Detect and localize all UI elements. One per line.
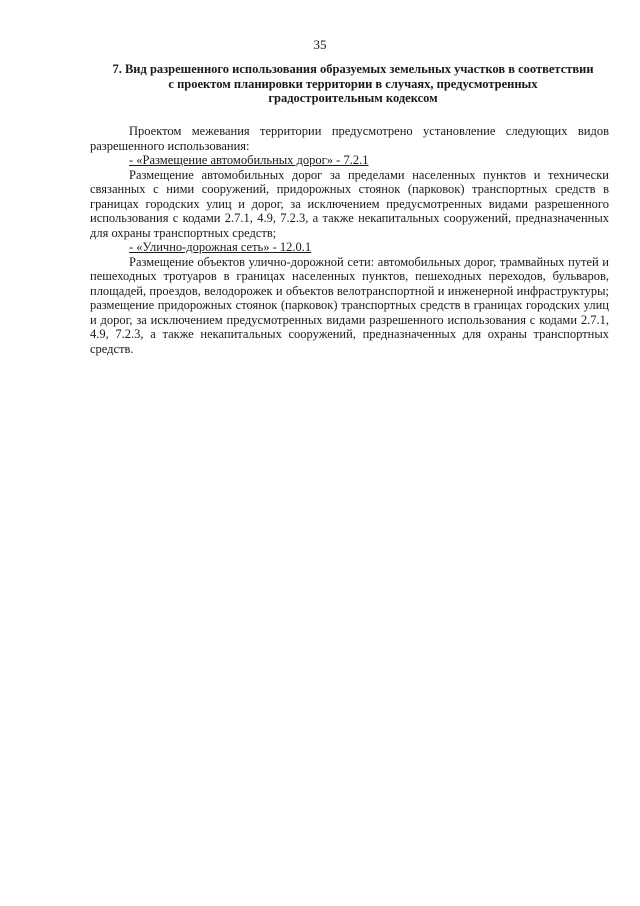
heading-line-3: градостроительным кодексом — [268, 91, 438, 105]
land-use-item-1-description: Размещение автомобильных дорог за пределами населенных пунктов и технически связанных с ними сооружений, придорожных стоянок (парковок) транспортных средств в границах городских улиц и дорог, за исключением предусмотренных видами разрешенного использования с кодами 2.7.1, 4.9, 7.2.3, а также некапитальных сооружений, предназначенных для охраны транспортных средств; — [90, 167, 609, 240]
land-use-item-2-description: Размещение объектов улично-дорожной сети: автомобильных дорог, трамвайных путей и пешеходных тротуаров в границах населенных пунктов, пешеходных переходов, бульваров, площадей, проездов, велодорожек и объектов велотранспортной и инженерной инфраструктуры; размещение придорожных стоянок (парковок) транспортных средств в границах городских улиц и дорог, за исключением предусмотренных видами разрешенного использования с кодами 2.7.1, 4.9, 7.2.3, а также некапитальных сооружений, предназначенных для охраны транспортных средств. — [90, 254, 609, 356]
land-use-item-1-title: - «Размещение автомобильных дорог» - 7.2.1 — [129, 153, 369, 167]
heading-line-1: 7. Вид разрешенного использования образуемых земельных участков в соответствии — [112, 62, 594, 76]
section-heading — [96, 62, 610, 106]
intro-paragraph: Проектом межевания территории предусмотрено установление следующих видов разрешенного использования: — [90, 124, 609, 153]
page-number: 35 — [313, 37, 327, 52]
land-use-item-1 — [90, 153, 609, 168]
land-use-item-2-title: - «Улично-дорожная сеть» - 12.0.1 — [129, 240, 312, 254]
heading-line-2: с проектом планировки территории в случаях, предусмотренных — [168, 76, 538, 91]
land-use-item-2 — [90, 240, 609, 255]
document-body — [90, 124, 609, 356]
